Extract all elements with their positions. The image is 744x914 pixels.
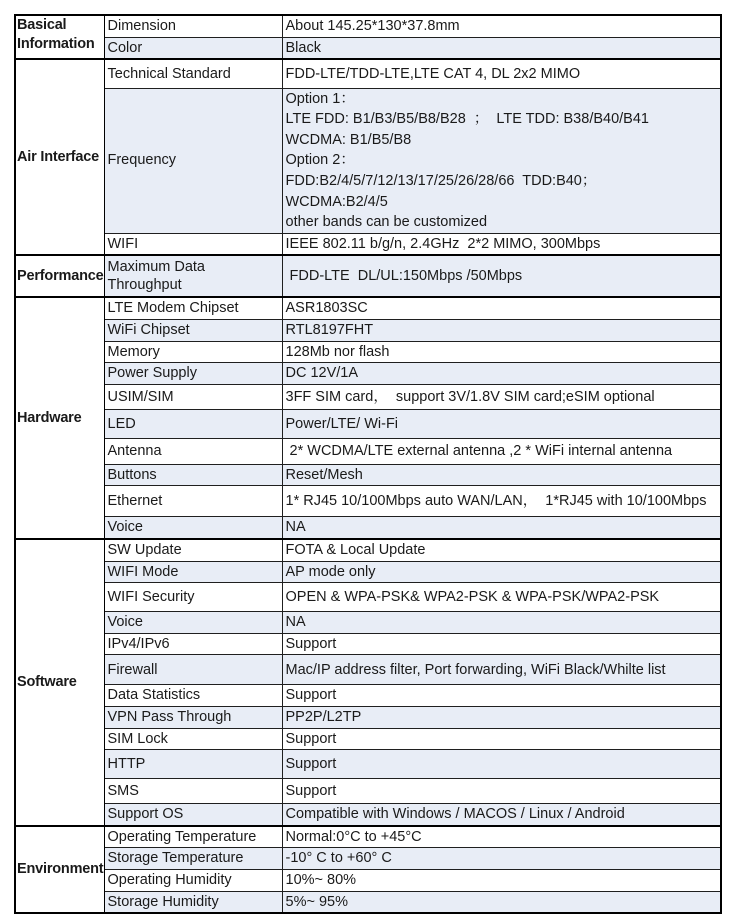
value-line: 128Mb nor flash	[285, 343, 390, 360]
value-line: Support	[285, 635, 337, 652]
property-cell: SW Update	[104, 539, 282, 561]
property-cell: Voice	[104, 517, 282, 539]
value-cell	[282, 539, 721, 561]
property-cell: VPN Pass Through	[104, 706, 282, 728]
property-cell: SMS	[104, 779, 282, 804]
property-cell: Dimension	[104, 15, 282, 37]
property-cell: WIFI	[104, 233, 282, 255]
value-cell	[282, 779, 721, 804]
property-cell: Technical Standard	[104, 59, 282, 88]
property-cell: WIFI Security	[104, 583, 282, 612]
section-label-cell: Air Interface	[15, 59, 104, 255]
property-cell: Color	[104, 37, 282, 59]
value-line: LTE FDD: B1/B3/B5/B8/B28 ； LTE TDD: B38/B40/B41	[285, 111, 649, 128]
spec-row	[15, 685, 721, 707]
value-line: WCDMA:B2/4/5	[285, 193, 388, 210]
value-line: 2* WCDMA/LTE external antenna ,2 * WiFi internal antenna	[285, 443, 673, 460]
value-line: 1* RJ45 10/100Mbps auto WAN/LAN， 1*RJ45 with 10/100Mbps	[285, 493, 707, 510]
value-cell	[282, 438, 721, 464]
value-line: WCDMA: B1/B5/B8	[285, 131, 412, 148]
value-cell	[282, 826, 721, 848]
property-cell: Maximum Data Throughput	[104, 255, 282, 297]
property-cell: Antenna	[104, 438, 282, 464]
property-cell: Storage Temperature	[104, 848, 282, 870]
value-line: FDD:B2/4/5/7/12/13/17/25/26/28/66 TDD:B40；	[285, 173, 597, 190]
value-cell	[282, 384, 721, 409]
value-line: FDD-LTE/TDD-LTE,LTE CAT 4, DL 2x2 MIMO	[285, 65, 581, 82]
value-line: 5%~ 95%	[285, 893, 348, 910]
section-label-cell: Basical Information	[15, 15, 104, 59]
value-cell	[282, 409, 721, 438]
property-cell: Buttons	[104, 464, 282, 486]
value-line: Support	[285, 755, 337, 772]
value-cell	[282, 804, 721, 826]
spec-row	[15, 633, 721, 655]
property-cell: LTE Modem Chipset	[104, 297, 282, 319]
spec-row	[15, 539, 721, 561]
spec-row	[15, 320, 721, 342]
value-cell	[282, 583, 721, 612]
spec-row	[15, 486, 721, 517]
value-line: other bands can be customized	[285, 214, 488, 231]
value-line: Support	[285, 687, 337, 704]
property-cell: IPv4/IPv6	[104, 633, 282, 655]
value-cell	[282, 15, 721, 37]
value-cell	[282, 561, 721, 583]
value-line: Black	[285, 39, 321, 56]
property-cell: Firewall	[104, 655, 282, 685]
value-line: Option 1：	[285, 90, 355, 107]
value-line: -10° C to +60° C	[285, 850, 392, 867]
property-cell: Storage Humidity	[104, 891, 282, 913]
spec-row	[15, 728, 721, 750]
value-cell	[282, 633, 721, 655]
property-cell: USIM/SIM	[104, 384, 282, 409]
value-cell	[282, 728, 721, 750]
spec-row	[15, 384, 721, 409]
value-line: Support	[285, 782, 337, 799]
value-cell	[282, 891, 721, 913]
property-cell: SIM Lock	[104, 728, 282, 750]
spec-row	[15, 804, 721, 826]
spec-row	[15, 15, 721, 37]
value-line: Normal:0°C to +45°C	[285, 828, 422, 845]
spec-row	[15, 363, 721, 385]
value-cell	[282, 255, 721, 297]
spec-row	[15, 848, 721, 870]
value-line: RTL8197FHT	[285, 322, 374, 339]
value-cell	[282, 750, 721, 779]
value-line: NA	[285, 519, 306, 536]
spec-row	[15, 88, 721, 233]
property-cell: Voice	[104, 612, 282, 634]
value-line: Support	[285, 730, 337, 747]
value-line: 10%~ 80%	[285, 871, 357, 888]
value-line: AP mode only	[285, 563, 376, 580]
property-cell: Power Supply	[104, 363, 282, 385]
spec-row	[15, 438, 721, 464]
value-cell	[282, 59, 721, 88]
value-line: FOTA & Local Update	[285, 542, 426, 558]
property-cell: Memory	[104, 341, 282, 363]
property-cell: WiFi Chipset	[104, 320, 282, 342]
property-cell: HTTP	[104, 750, 282, 779]
value-cell	[282, 341, 721, 363]
value-cell	[282, 706, 721, 728]
value-cell	[282, 37, 721, 59]
value-line: FDD-LTE DL/UL:150Mbps /50Mbps	[285, 268, 523, 285]
value-line: PP2P/L2TP	[285, 708, 362, 725]
spec-row	[15, 583, 721, 612]
spec-row	[15, 655, 721, 685]
property-cell: LED	[104, 409, 282, 438]
spec-row	[15, 517, 721, 539]
spec-row	[15, 779, 721, 804]
value-line: OPEN & WPA-PSK& WPA2-PSK & WPA-PSK/WPA2-PSK	[285, 588, 660, 605]
section-label-cell: Software	[15, 539, 104, 826]
value-line: IEEE 802.11 b/g/n, 2.4GHz 2*2 MIMO, 300Mbps	[285, 235, 601, 252]
section-label-cell: Hardware	[15, 297, 104, 539]
section-label-cell: Environment	[15, 826, 104, 913]
spec-row	[15, 233, 721, 255]
property-cell: WIFI Mode	[104, 561, 282, 583]
value-line: About 145.25*130*37.8mm	[285, 18, 460, 34]
property-cell: Operating Humidity	[104, 869, 282, 891]
spec-row	[15, 826, 721, 848]
section-label-cell: Performance	[15, 255, 104, 297]
spec-row	[15, 37, 721, 59]
property-cell: Frequency	[104, 88, 282, 233]
spec-row	[15, 341, 721, 363]
spec-row	[15, 59, 721, 88]
property-cell: Operating Temperature	[104, 826, 282, 848]
value-cell	[282, 464, 721, 486]
value-cell	[282, 655, 721, 685]
value-line: Reset/Mesh	[285, 466, 363, 483]
spec-row	[15, 612, 721, 634]
spec-table	[14, 14, 722, 914]
value-cell	[282, 320, 721, 342]
value-cell	[282, 297, 721, 319]
value-cell	[282, 363, 721, 385]
value-line: 3FF SIM card， support 3V/1.8V SIM card;eSIM optional	[285, 388, 655, 405]
spec-row	[15, 750, 721, 779]
value-line: Power/LTE/ Wi-Fi	[285, 415, 399, 432]
property-cell: Data Statistics	[104, 685, 282, 707]
value-cell	[282, 869, 721, 891]
spec-row	[15, 464, 721, 486]
spec-row	[15, 869, 721, 891]
value-line: Compatible with Windows / MACOS / Linux / Android	[285, 806, 625, 823]
value-line: Option 2：	[285, 152, 355, 169]
value-line: NA	[285, 614, 306, 631]
value-cell	[282, 685, 721, 707]
property-cell: Ethernet	[104, 486, 282, 517]
value-cell	[282, 88, 721, 233]
spec-row	[15, 255, 721, 297]
property-cell: Support OS	[104, 804, 282, 826]
spec-row	[15, 891, 721, 913]
spec-row	[15, 297, 721, 319]
spec-row	[15, 561, 721, 583]
spec-row	[15, 409, 721, 438]
value-line: ASR1803SC	[285, 300, 368, 317]
value-cell	[282, 517, 721, 539]
value-cell	[282, 848, 721, 870]
value-line: DC 12V/1A	[285, 365, 359, 382]
value-line: Mac/IP address filter, Port forwarding, WiFi Black/Whilte list	[285, 661, 666, 678]
value-cell	[282, 612, 721, 634]
spec-row	[15, 706, 721, 728]
value-cell	[282, 233, 721, 255]
value-cell	[282, 486, 721, 517]
